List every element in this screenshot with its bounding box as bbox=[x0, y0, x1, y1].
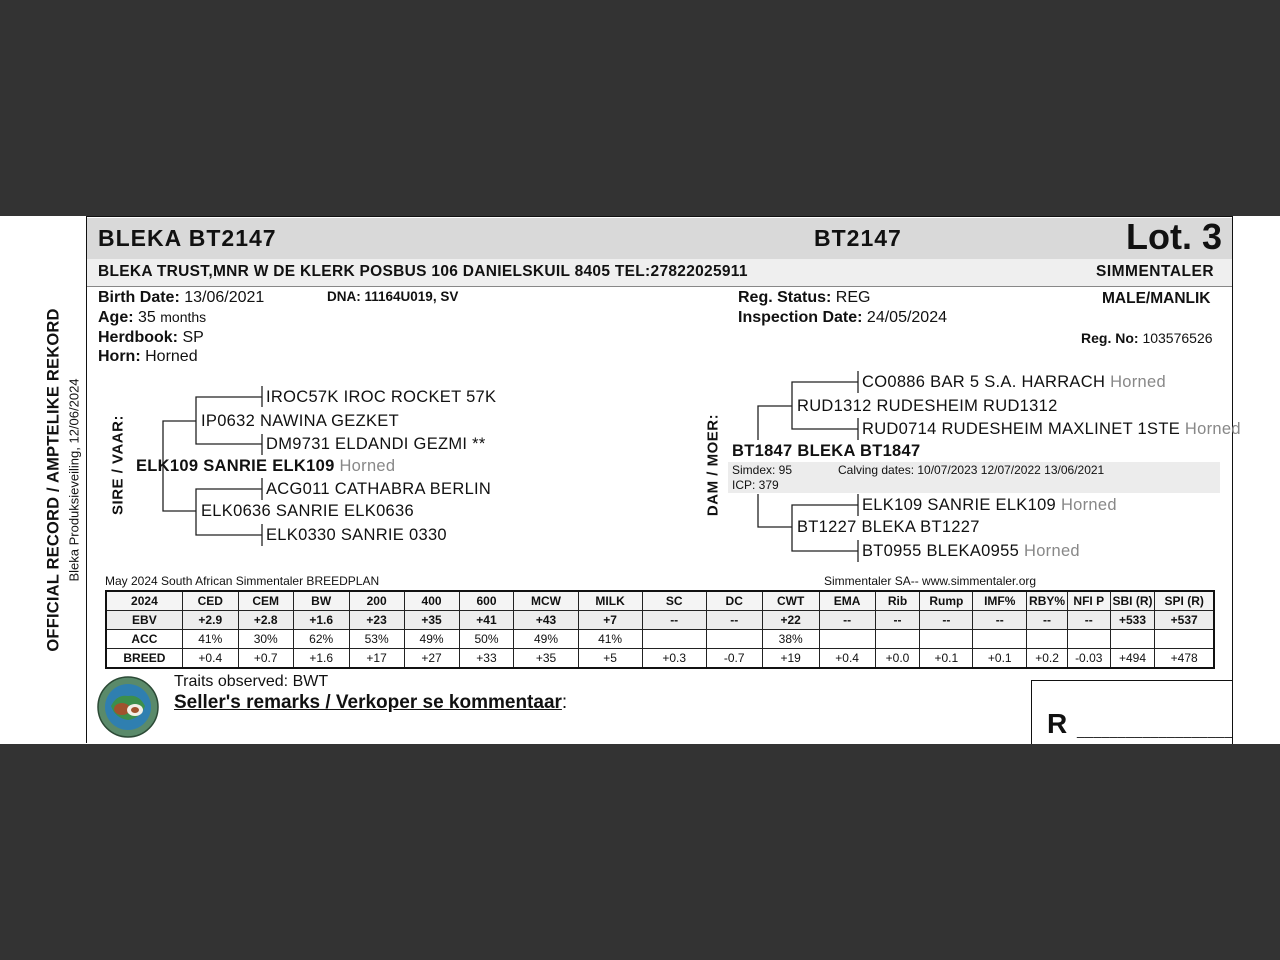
dam-sire-dam: RUD0714 RUDESHEIM MAXLINET 1STE Horned bbox=[862, 420, 1241, 438]
ebv-cell: +1.6 bbox=[293, 649, 349, 669]
ebv-cell: +0.0 bbox=[875, 649, 920, 669]
ebv-cell: EMA bbox=[819, 591, 875, 611]
reg-no: Reg. No: 103576526 bbox=[1081, 330, 1213, 346]
ebv-cell: 41% bbox=[182, 630, 238, 649]
ebv-cell: +494 bbox=[1110, 649, 1155, 669]
ebv-cell: CEM bbox=[238, 591, 293, 611]
dam-sire: RUD1312 RUDESHEIM RUD1312 bbox=[797, 397, 1058, 415]
ebv-cell: 50% bbox=[459, 630, 514, 649]
row-label: ACC bbox=[106, 630, 182, 649]
seller-remarks-label: Seller's remarks / Verkoper se kommentaar: bbox=[174, 692, 568, 713]
ebv-cell: +17 bbox=[349, 649, 404, 669]
price-line[interactable]: ___________________ bbox=[1077, 722, 1233, 738]
ebv-header-row bbox=[106, 591, 1214, 611]
dam-dam: BT1227 BLEKA BT1227 bbox=[797, 518, 980, 536]
ebv-cell: NFI P bbox=[1067, 591, 1110, 611]
age: Age: 35 months bbox=[98, 309, 207, 326]
ebv-cell: +35 bbox=[514, 649, 578, 669]
ebv-cell: +19 bbox=[762, 649, 819, 669]
row-label: BREED bbox=[106, 649, 182, 669]
ebv-cell bbox=[973, 630, 1027, 649]
ebv-cell: +533 bbox=[1110, 611, 1155, 630]
birth-date: Birth Date: 13/06/2021 bbox=[98, 289, 265, 306]
ebv-cell: -- bbox=[1067, 611, 1110, 630]
ebv-cell: -0.03 bbox=[1067, 649, 1110, 669]
inspection-date: Inspection Date: 24/05/2024 bbox=[738, 309, 947, 326]
ebv-cell bbox=[1067, 630, 1110, 649]
ebv-cell: -- bbox=[920, 611, 973, 630]
dam-dam-sire: ELK109 SANRIE ELK109 Horned bbox=[862, 496, 1117, 514]
sex: MALE/MANLIK bbox=[1102, 290, 1211, 307]
ebv-cell: -- bbox=[973, 611, 1027, 630]
breed-avg-row bbox=[106, 649, 1214, 669]
sire-label: SIRE / VAAR: bbox=[109, 415, 127, 515]
ebv-cell: 41% bbox=[578, 630, 642, 649]
ebv-cell: 38% bbox=[762, 630, 819, 649]
ebv-cell: MCW bbox=[514, 591, 578, 611]
ebv-cell: SC bbox=[642, 591, 706, 611]
ebv-cell: CED bbox=[182, 591, 238, 611]
ebv-cell: +0.4 bbox=[819, 649, 875, 669]
ebv-cell: +5 bbox=[578, 649, 642, 669]
herdbook: Herdbook: SP bbox=[98, 329, 204, 346]
acc-row bbox=[106, 630, 1214, 649]
dam-dam-dam: BT0955 BLEKA0955 Horned bbox=[862, 542, 1080, 560]
ebv-cell: SBI (R) bbox=[1110, 591, 1155, 611]
animal-name: BLEKA BT2147 bbox=[98, 225, 277, 251]
lot-number: Lot. 3 bbox=[1126, 216, 1222, 257]
ebv-cell bbox=[1027, 630, 1068, 649]
ebv-cell: Rump bbox=[920, 591, 973, 611]
ebv-cell: DC bbox=[706, 591, 762, 611]
ebv-cell: CWT bbox=[762, 591, 819, 611]
ebv-cell: +35 bbox=[404, 611, 459, 630]
ebv-cell: +33 bbox=[459, 649, 514, 669]
dam-sire-sire: CO0886 BAR 5 S.A. HARRACH Horned bbox=[862, 373, 1166, 391]
breedplan-caption: May 2024 South African Simmentaler BREEDPLAN bbox=[105, 574, 380, 588]
ebv-cell bbox=[642, 630, 706, 649]
sire-sire: IP0632 NAWINA GEZKET bbox=[201, 412, 399, 430]
sire: ELK109 SANRIE ELK109 Horned bbox=[136, 457, 396, 475]
reg-status: Reg. Status: REG bbox=[738, 289, 871, 306]
ebv-cell: RBY% bbox=[1027, 591, 1068, 611]
ebv-cell: 30% bbox=[238, 630, 293, 649]
ebv-cell: 49% bbox=[514, 630, 578, 649]
ebv-cell: -- bbox=[819, 611, 875, 630]
ebv-cell: +27 bbox=[404, 649, 459, 669]
dam-simdex: Simdex: 95 bbox=[732, 463, 793, 477]
ebv-cell bbox=[1155, 630, 1214, 649]
ebv-cell: +23 bbox=[349, 611, 404, 630]
ebv-cell: 200 bbox=[349, 591, 404, 611]
ebv-cell: SPI (R) bbox=[1155, 591, 1214, 611]
ebv-cell: 400 bbox=[404, 591, 459, 611]
ebv-cell: MILK bbox=[578, 591, 642, 611]
ebv-cell: +1.6 bbox=[293, 611, 349, 630]
ebv-cell: 53% bbox=[349, 630, 404, 649]
dam-label: DAM / MOER: bbox=[704, 413, 722, 517]
auction-label: Bleka Produksieveiling, 12/06/2024 bbox=[66, 378, 82, 582]
sire-dam-dam: ELK0330 SANRIE 0330 bbox=[266, 526, 447, 544]
ebv-cell: +43 bbox=[514, 611, 578, 630]
ebv-cell: +0.1 bbox=[973, 649, 1027, 669]
ebv-cell: +2.9 bbox=[182, 611, 238, 630]
dna-info: DNA: 11164U019, SV bbox=[327, 289, 459, 304]
row-label: EBV bbox=[106, 611, 182, 630]
ebv-cell: -0.7 bbox=[706, 649, 762, 669]
ebv-cell bbox=[1110, 630, 1155, 649]
ebv-cell: +41 bbox=[459, 611, 514, 630]
ebv-cell: Rib bbox=[875, 591, 920, 611]
ebv-cell: 62% bbox=[293, 630, 349, 649]
ebv-cell bbox=[875, 630, 920, 649]
ebv-cell: +537 bbox=[1155, 611, 1214, 630]
dam: BT1847 BLEKA BT1847 bbox=[732, 442, 921, 460]
ebv-cell: +478 bbox=[1155, 649, 1214, 669]
ebv-cell: +0.3 bbox=[642, 649, 706, 669]
sire-dam: ELK0636 SANRIE ELK0636 bbox=[201, 502, 414, 520]
ebv-cell: -- bbox=[875, 611, 920, 630]
ebv-cell: 600 bbox=[459, 591, 514, 611]
price-currency: R bbox=[1047, 708, 1068, 739]
society-caption: Simmentaler SA-- www.simmentaler.org bbox=[824, 574, 1037, 588]
ebv-cell: BW bbox=[293, 591, 349, 611]
ebv-cell: IMF% bbox=[973, 591, 1027, 611]
ebv-table bbox=[105, 590, 1215, 669]
ebv-cell: +0.1 bbox=[920, 649, 973, 669]
dam-icp: ICP: 379 bbox=[732, 478, 779, 492]
horn-status: Horn: Horned bbox=[98, 348, 198, 365]
ebv-cell: -- bbox=[706, 611, 762, 630]
ebv-cell: +0.7 bbox=[238, 649, 293, 669]
ebv-cell bbox=[706, 630, 762, 649]
ebv-cell: +22 bbox=[762, 611, 819, 630]
animal-code: BT2147 bbox=[814, 225, 902, 251]
ebv-row bbox=[106, 611, 1214, 630]
breed-name: SIMMENTALER bbox=[1096, 263, 1215, 280]
official-record-label: OFFICIAL RECORD / AMPTELIKE REKORD bbox=[44, 308, 63, 652]
ebv-cell: -- bbox=[642, 611, 706, 630]
sire-sire-dam: DM9731 ELDANDI GEZMI ** bbox=[266, 435, 486, 453]
row-label: 2024 bbox=[106, 591, 182, 611]
owner-line: BLEKA TRUST,MNR W DE KLERK POSBUS 106 DANIELSKUIL 8405 TEL:27822025911 bbox=[98, 263, 748, 280]
ebv-cell: +0.4 bbox=[182, 649, 238, 669]
society-logo-icon bbox=[97, 676, 159, 738]
traits-observed: Traits observed: BWT bbox=[174, 673, 329, 690]
ebv-cell: +2.8 bbox=[238, 611, 293, 630]
ebv-cell bbox=[819, 630, 875, 649]
ebv-cell: +7 bbox=[578, 611, 642, 630]
ebv-cell: -- bbox=[1027, 611, 1068, 630]
sire-sire-sire: IROC57K IROC ROCKET 57K bbox=[266, 388, 497, 406]
ebv-cell: +0.2 bbox=[1027, 649, 1068, 669]
ebv-cell bbox=[920, 630, 973, 649]
ebv-cell: 49% bbox=[404, 630, 459, 649]
sire-dam-sire: ACG011 CATHABRA BERLIN bbox=[266, 480, 492, 498]
dam-calving-dates: Calving dates: 10/07/2023 12/07/2022 13/06/2021 bbox=[838, 463, 1105, 477]
